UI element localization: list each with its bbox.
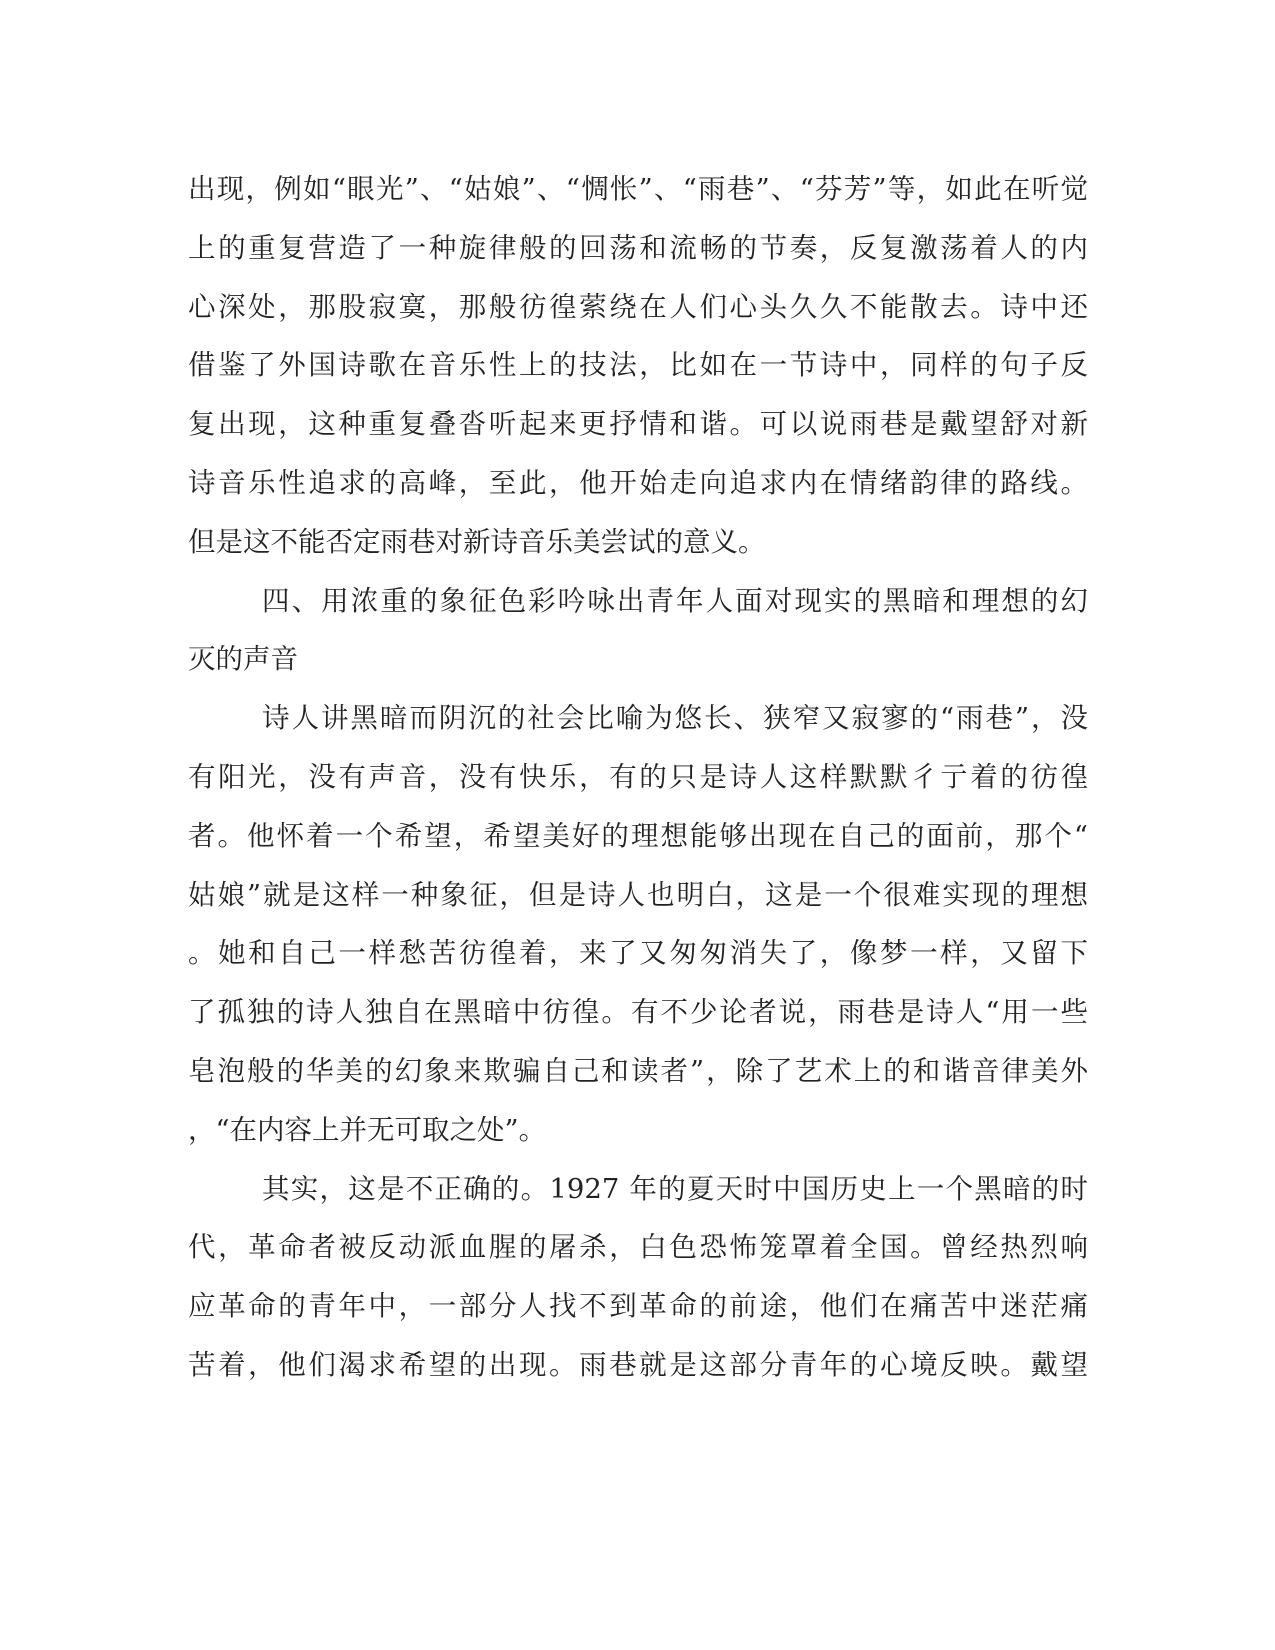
- text-line: 了孤独的诗人独自在黑暗中彷徨。有不少论者说，雨巷是诗人“用一些: [188, 996, 1088, 1029]
- text-line: 苦着，他们渴求希望的出现。雨巷就是这部分青年的心境反映。戴望: [188, 1348, 1088, 1381]
- text-line: 诗音乐性追求的高峰，至此，他开始走向追求内在情绪韵律的路线。: [188, 466, 1088, 499]
- text-line: 但是这不能否定雨巷对新诗音乐美尝试的意义。: [188, 525, 766, 558]
- text-line: 出现，例如“眼光”、“姑娘”、“惆怅”、“雨巷”、“芬芳”等，如此在听觉: [188, 173, 1088, 205]
- text-line: 上的重复营造了一种旋律般的回荡和流畅的节奏，反复激荡着人的内: [188, 231, 1088, 264]
- text-line: 代，革命者被反动派血腥的屠杀，白色恐怖笼罩着全国。曾经热烈响: [188, 1231, 1088, 1264]
- body-text: [188, 160, 1088, 1395]
- section-heading-line: 四、用浓重的象征色彩吟咏出青年人面对现实的黑暗和理想的幻: [262, 584, 1088, 617]
- text-line: 有阳光，没有声音，没有快乐，有的只是诗人这样默默彳亍着的彷徨: [188, 760, 1088, 793]
- text-line: 姑娘”就是这样一种象征，但是诗人也明白，这是一个很难实现的理想: [188, 878, 1088, 911]
- text-line: 应革命的青年中，一部分人找不到革命的前途，他们在痛苦中迷茫痛: [188, 1290, 1088, 1323]
- section-heading-line: 灭的声音: [188, 643, 298, 676]
- text-line: 其实，这是不正确的。1927 年的夏天时中国历史上一个黑暗的时: [262, 1172, 1088, 1205]
- text-line: 诗人讲黑暗而阴沉的社会比喻为悠长、狭窄又寂寥的“雨巷”，没: [262, 702, 1088, 735]
- text-line: 皂泡般的华美的幻象来欺骗自己和读者”，除了艺术上的和谐音律美外: [188, 1054, 1088, 1087]
- text-line: ，“在内容上并无可取之处”。: [188, 1113, 547, 1146]
- text-line: 复出现，这种重复叠沓听起来更抒情和谐。可以说雨巷是戴望舒对新: [188, 408, 1088, 441]
- text-line: 。她和自己一样愁苦彷徨着，来了又匆匆消失了，像梦一样，又留下: [188, 937, 1088, 970]
- text-line: 借鉴了外国诗歌在音乐性上的技法，比如在一节诗中，同样的句子反: [188, 349, 1088, 382]
- text-line: 心深处，那股寂寞，那般彷徨萦绕在人们心头久久不能散去。诗中还: [188, 290, 1088, 323]
- text-line: 者。他怀着一个希望，希望美好的理想能够出现在自己的面前，那个“: [188, 819, 1088, 852]
